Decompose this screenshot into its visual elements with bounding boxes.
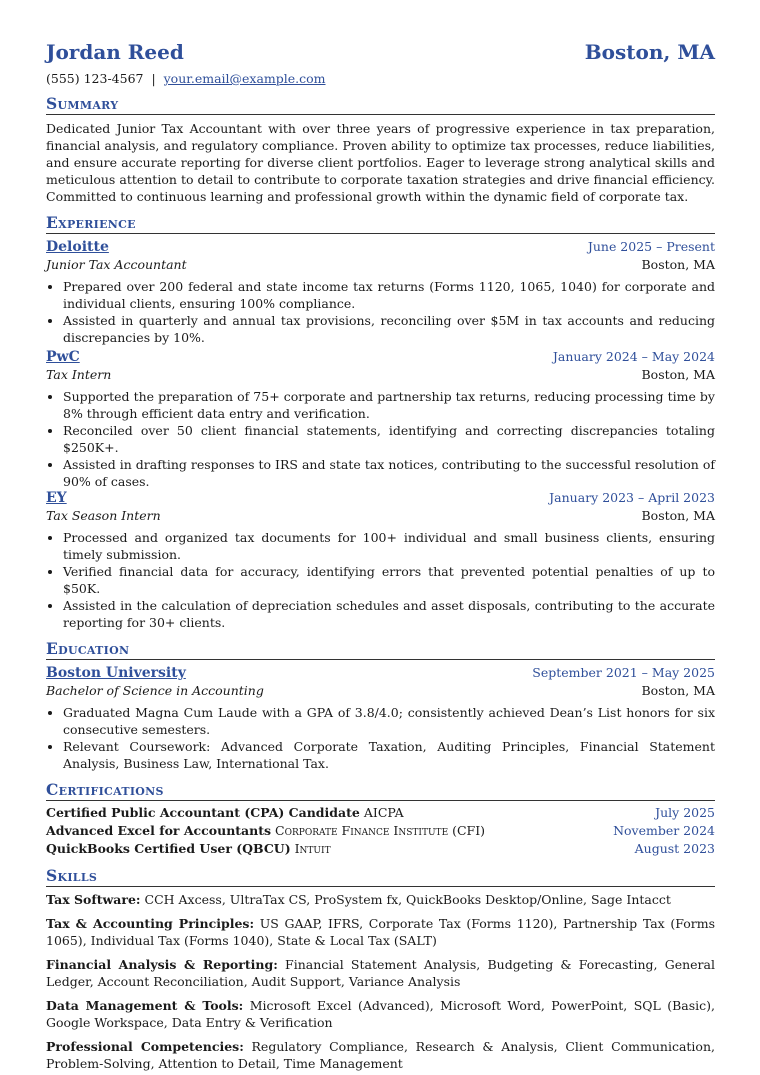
job-bullets xyxy=(46,278,715,346)
section-skills-heading: Skills xyxy=(46,866,715,887)
candidate-name: Jordan Reed xyxy=(46,40,184,64)
skill-text: Microsoft Excel (Advanced), Microsoft Word, PowerPoint, SQL (Basic), Google Workspace, Data Entry & Verification xyxy=(46,998,715,1030)
contact-separator: | xyxy=(151,71,156,86)
job-role: Tax Season Intern xyxy=(46,508,161,523)
certification-issuer: Intuit xyxy=(294,841,331,856)
degree: Bachelor of Science in Accounting xyxy=(46,683,264,698)
bullet-item: • Assisted in drafting responses to IRS and state tax notices, contributing to the successful resolution of 90% of cases. xyxy=(63,456,715,490)
skill-item xyxy=(46,997,715,1031)
skill-label: Financial Analysis & Reporting: xyxy=(46,957,278,972)
education-dates: September 2021 – May 2025 xyxy=(532,665,715,680)
skill-text: Financial Statement Analysis, Budgeting & Forecasting, General Ledger, Account Reconciliation, Audit Support, Variance Analysis xyxy=(46,957,715,989)
job-location: Boston, MA xyxy=(641,257,715,272)
job-dates: June 2025 – Present xyxy=(587,239,715,254)
job-location: Boston, MA xyxy=(641,367,715,382)
bullet-item: • Assisted in the calculation of depreciation schedules and asset disposals, contributing to the accurate reporting for 30+ clients. xyxy=(63,597,715,631)
bullet-item: • Relevant Coursework: Advanced Corporate Taxation, Auditing Principles, Financial Statement Analysis, Business Law, International Tax. xyxy=(63,738,715,772)
phone-number: (555) 123-4567 xyxy=(46,71,144,86)
section-education-heading: Education xyxy=(46,639,715,660)
job-dates: January 2023 – April 2023 xyxy=(549,490,715,505)
contact-line xyxy=(46,71,715,86)
job-dates: January 2024 – May 2024 xyxy=(552,349,715,364)
skill-item xyxy=(46,1038,715,1072)
skill-item xyxy=(46,915,715,949)
job-bullets xyxy=(46,529,715,631)
certification-item xyxy=(46,822,715,840)
skills-list xyxy=(46,891,715,1072)
certification-date: August 2023 xyxy=(634,841,715,856)
certification-issuer: AICPA xyxy=(363,805,404,820)
school-link[interactable]: Boston University xyxy=(46,665,186,681)
bullet-item: • Supported the preparation of 75+ corporate and partnership tax returns, reducing processing time by 8% through efficient data entry and verification. xyxy=(63,388,715,422)
resume-header xyxy=(46,40,715,64)
section-certifications-heading: Certifications xyxy=(46,780,715,801)
employer-link[interactable]: EY xyxy=(46,490,67,506)
skill-item xyxy=(46,891,715,908)
certification-date: July 2025 xyxy=(655,805,715,820)
candidate-location: Boston, MA xyxy=(584,40,715,64)
skill-label: Professional Competencies: xyxy=(46,1039,244,1054)
certification-date: November 2024 xyxy=(613,823,715,838)
skill-text: CCH Axcess, UltraTax CS, ProSystem fx, QuickBooks Desktop/Online, Sage Intacct xyxy=(144,892,671,907)
bullet-item: • Processed and organized tax documents for 100+ individual and small business clients, ensuring timely submission. xyxy=(63,529,715,563)
bullet-item: • Verified financial data for accuracy, identifying errors that prevented potential penalties of up to $50K. xyxy=(63,563,715,597)
certification-item xyxy=(46,840,715,858)
employer-link[interactable]: PwC xyxy=(46,349,80,365)
job-entry xyxy=(46,349,715,490)
skill-text: US GAAP, IFRS, Corporate Tax (Forms 1120), Partnership Tax (Forms 1065), Individual Tax (Forms 1040), State & Local Tax (SALT) xyxy=(46,916,715,948)
certifications-list xyxy=(46,804,715,858)
skill-text: Regulatory Compliance, Research & Analysis, Client Communication, Problem-Solving, Attention to Detail, Time Management xyxy=(46,1039,715,1071)
certification-item xyxy=(46,804,715,822)
skill-label: Data Management & Tools: xyxy=(46,998,244,1013)
job-location: Boston, MA xyxy=(641,508,715,523)
job-entry xyxy=(46,239,715,346)
education-location: Boston, MA xyxy=(641,683,715,698)
education-bullets xyxy=(46,704,715,772)
summary-text: Dedicated Junior Tax Accountant with over three years of progressive experience in tax preparation, financial analysis, and regulatory compliance. Proven ability to optimize tax processes, reduce liabilities, and ensure accurate reporting for diverse client portfolios. Eager to leverage strong analytical skills and meticulous attention to detail to contribute to corporate taxation strategies and drive financial efficiency. Committed to continuous learning and professional growth within the dynamic field of corporate tax. xyxy=(46,121,715,204)
skill-item xyxy=(46,956,715,990)
certification-name: Certified Public Accountant (CPA) Candidate xyxy=(46,805,360,820)
education-entry xyxy=(46,665,715,772)
bullet-item: • Assisted in quarterly and annual tax provisions, reconciling over $5M in tax accounts and reducing discrepancies by 10%. xyxy=(63,312,715,346)
skill-label: Tax & Accounting Principles: xyxy=(46,916,255,931)
employer-link[interactable]: Deloitte xyxy=(46,239,109,255)
job-bullets xyxy=(46,388,715,490)
certification-issuer: Corporate Finance Institute (CFI) xyxy=(275,823,486,838)
job-role: Tax Intern xyxy=(46,367,112,382)
email-link[interactable]: your.email@example.com xyxy=(163,71,326,86)
certification-name: Advanced Excel for Accountants xyxy=(46,823,272,838)
section-summary-heading: Summary xyxy=(46,94,715,115)
bullet-item: • Reconciled over 50 client financial statements, identifying and correcting discrepancies totaling $250K+. xyxy=(63,422,715,456)
certification-name: QuickBooks Certified User (QBCU) xyxy=(46,841,291,856)
job-entry xyxy=(46,490,715,631)
job-role: Junior Tax Accountant xyxy=(46,257,187,272)
skill-label: Tax Software: xyxy=(46,892,141,907)
bullet-item: • Prepared over 200 federal and state income tax returns (Forms 1120, 1065, 1040) for corporate and individual clients, ensuring 100% compliance. xyxy=(63,278,715,312)
resume-page xyxy=(46,40,715,1072)
bullet-item: • Graduated Magna Cum Laude with a GPA of 3.8/4.0; consistently achieved Dean’s List honors for six consecutive semesters. xyxy=(63,704,715,738)
section-experience-heading: Experience xyxy=(46,213,715,234)
